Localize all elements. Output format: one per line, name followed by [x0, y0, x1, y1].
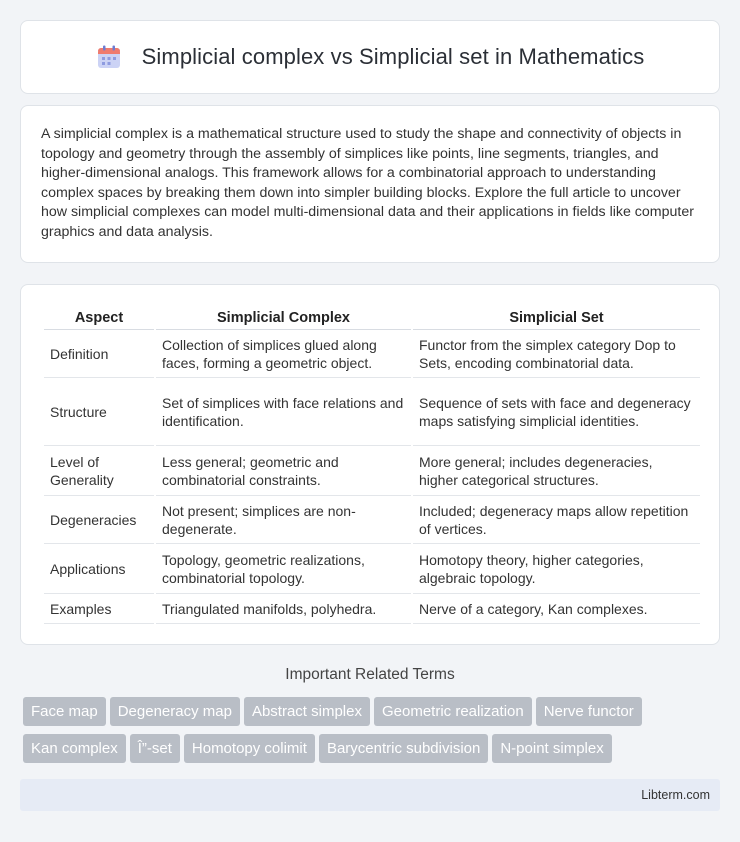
- table-cell: Set of simplices with face relations and identification.: [156, 378, 411, 446]
- table-cell: Topology, geometric realizations, combinatorial topology.: [156, 544, 411, 594]
- intro-text: A simplicial complex is a mathematical structure used to study the shape and connectivity of objects in topology and geometry through the assembly of simplices like points, line segments, triangles, and higher-dimensional analogs. This framework allows for a combinatorial approach to understanding complex spaces by breaking them down into simpler building blocks. Explore the full article to uncover how simplicial complexes can model multi-dimensional data and their applications in fields like computer graphics and data analysis.: [41, 126, 694, 240]
- tag-kan-complex[interactable]: Kan complex: [23, 734, 126, 763]
- tag-abstract-simplex[interactable]: Abstract simplex: [244, 697, 370, 726]
- tag-barycentric-subdivision[interactable]: Barycentric subdivision: [319, 734, 488, 763]
- table-row: [44, 378, 700, 446]
- table-cell: More general; includes degeneracies, higher categorical structures.: [413, 446, 700, 496]
- calendar-icon: [96, 44, 122, 70]
- tag-geometric-realization[interactable]: Geometric realization: [374, 697, 532, 726]
- table-header-row: [44, 305, 700, 330]
- table-cell: Definition: [44, 330, 154, 378]
- page-title: Simplicial complex vs Simplicial set in Mathematics: [141, 44, 645, 69]
- tag-nerve-functor[interactable]: Nerve functor: [536, 697, 642, 726]
- table-cell: Triangulated manifolds, polyhedra.: [156, 594, 411, 624]
- table-cell: Homotopy theory, higher categories, algebraic topology.: [413, 544, 700, 594]
- intro-card: [20, 105, 720, 263]
- comparison-table-card: [20, 284, 720, 645]
- tag-homotopy-colimit[interactable]: Homotopy colimit: [184, 734, 315, 763]
- table-cell: Functor from the simplex category Dop to Sets, encoding combinatorial data.: [413, 330, 700, 378]
- footer-brand[interactable]: Libterm.com: [641, 788, 710, 802]
- tag-delta-set[interactable]: Î”-set: [130, 734, 180, 763]
- comparison-table: [42, 305, 702, 624]
- table-cell: Not present; simplices are non-degenerate.: [156, 496, 411, 544]
- table-cell: Examples: [44, 594, 154, 624]
- tag-n-point-simplex[interactable]: N-point simplex: [492, 734, 611, 763]
- table-cell: Applications: [44, 544, 154, 594]
- column-header: Simplicial Set: [413, 305, 700, 330]
- table-row: [44, 496, 700, 544]
- column-header: Aspect: [44, 305, 154, 330]
- table-cell: Structure: [44, 378, 154, 446]
- table-cell: Sequence of sets with face and degeneracy maps satisfying simplicial identities.: [413, 378, 700, 446]
- table-cell: Nerve of a category, Kan complexes.: [413, 594, 700, 624]
- related-terms-title: Important Related Terms: [285, 666, 455, 683]
- related-terms-tags: [23, 697, 723, 771]
- header-card: [20, 20, 720, 94]
- table-row: [44, 594, 700, 624]
- table-row: [44, 544, 700, 594]
- table-cell: Less general; geometric and combinatorial constraints.: [156, 446, 411, 496]
- table-row: [44, 330, 700, 378]
- table-cell: Degeneracies: [44, 496, 154, 544]
- table-cell: Collection of simplices glued along faces, forming a geometric object.: [156, 330, 411, 378]
- tag-degeneracy-map[interactable]: Degeneracy map: [110, 697, 240, 726]
- table-cell: Level of Generality: [44, 446, 154, 496]
- column-header: Simplicial Complex: [156, 305, 411, 330]
- footer: [20, 779, 720, 811]
- table-cell: Included; degeneracy maps allow repetition of vertices.: [413, 496, 700, 544]
- table-row: [44, 446, 700, 496]
- tag-face-map[interactable]: Face map: [23, 697, 106, 726]
